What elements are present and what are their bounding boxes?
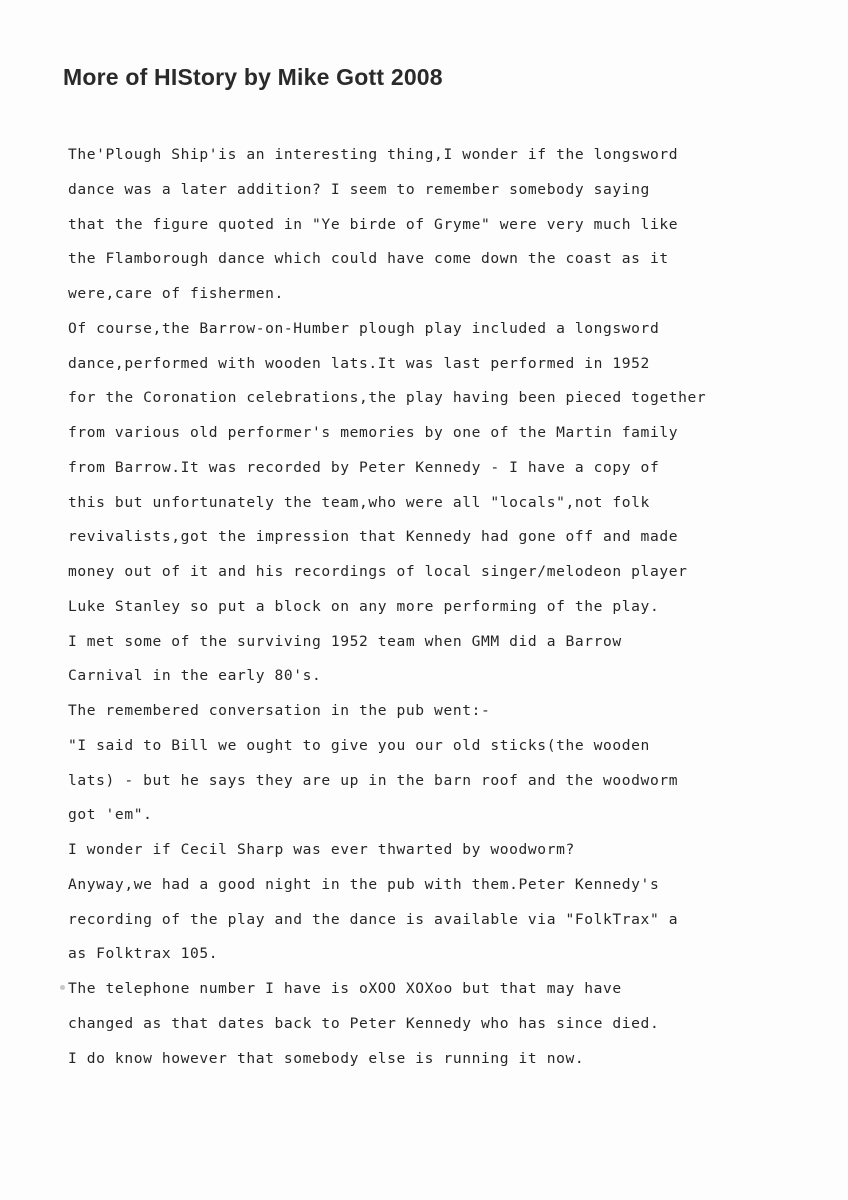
text-line: The remembered conversation in the pub went:-: [68, 702, 491, 719]
text-line: from various old performer's memories by one of the Martin family: [68, 424, 679, 441]
text-line: I met some of the surviving 1952 team when GMM did a Barrow: [68, 632, 622, 650]
text-line: got 'em".: [68, 806, 153, 824]
text-line: I wonder if Cecil Sharp was ever thwarted by woodworm?: [68, 841, 575, 858]
text-line: I do know however that somebody else is running it now.: [68, 1049, 585, 1067]
text-line: Anyway,we had a good night in the pub with them.Peter Kennedy's: [68, 875, 660, 893]
text-line: from Barrow.It was recorded by Peter Kennedy - I have a copy of: [68, 458, 660, 476]
text-line: lats) - but he says they are up in the barn roof and the woodworm: [68, 771, 679, 789]
document-title: More of HIStory by Mike Gott 2008: [63, 64, 443, 90]
text-line: changed as that dates back to Peter Kennedy who has since died.: [68, 1014, 660, 1032]
text-line: Luke Stanley so put a block on any more performing of the play.: [68, 597, 660, 615]
text-line: dance,performed with wooden lats.It was last performed in 1952: [68, 354, 650, 372]
text-line: The'Plough Ship'is an interesting thing,I wonder if the longsword: [68, 146, 679, 163]
document-body: [68, 138, 706, 1076]
scan-speck: [60, 985, 65, 990]
text-line: for the Coronation celebrations,the play having been pieced together: [68, 389, 707, 407]
text-line: The telephone number I have is oXOO XOXoo but that may have: [68, 980, 622, 997]
text-line: Carnival in the early 80's.: [68, 667, 322, 685]
text-line: the Flamborough dance which could have come down the coast as it: [68, 250, 669, 268]
text-line: this but unfortunately the team,who were all "locals",not folk: [68, 493, 650, 511]
text-line: revivalists,got the impression that Kennedy had gone off and made: [68, 528, 679, 546]
text-line: Of course,the Barrow-on-Humber plough play included a longsword: [68, 319, 660, 337]
text-line: that the figure quoted in "Ye birde of Gryme" were very much like: [68, 215, 679, 233]
text-line: were,care of fishermen.: [68, 285, 284, 302]
text-line: as Folktrax 105.: [68, 945, 219, 963]
text-line: "I said to Bill we ought to give you our old sticks(the wooden: [68, 736, 650, 754]
text-line: money out of it and his recordings of local singer/melodeon player: [68, 563, 688, 580]
text-line: dance was a later addition? I seem to remember somebody saying: [68, 180, 650, 198]
text-line: recording of the play and the dance is available via "FolkTrax" a: [68, 910, 679, 928]
